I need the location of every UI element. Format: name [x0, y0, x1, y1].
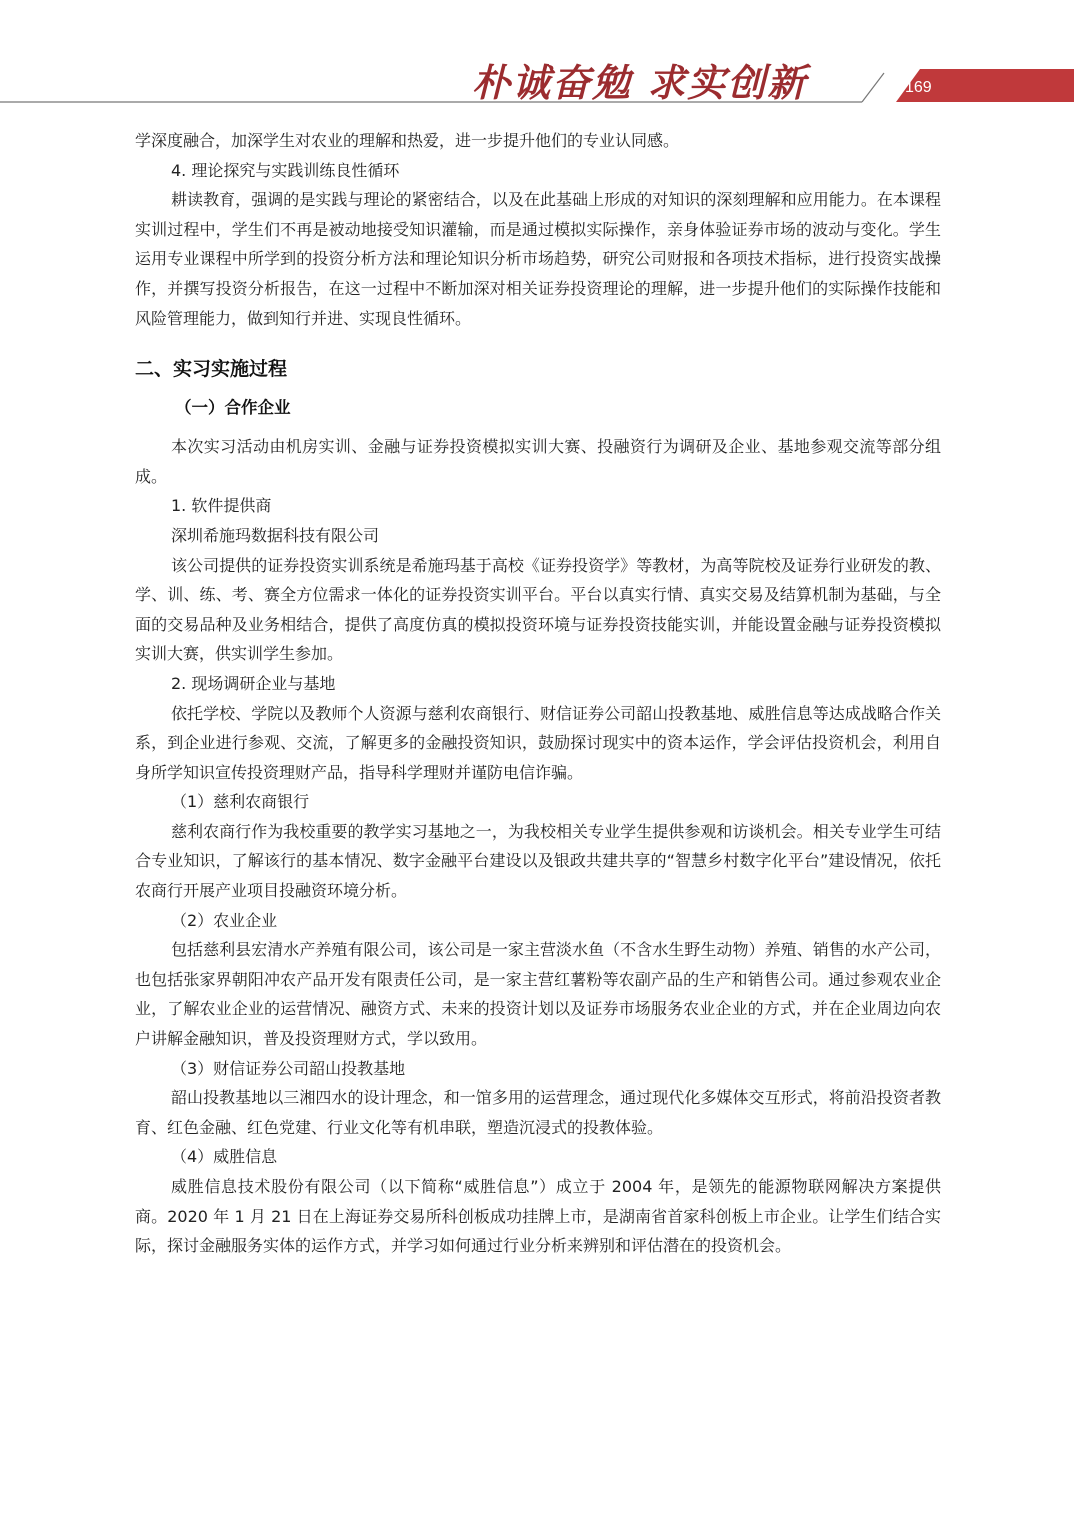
paragraph: 包括慈利县宏清水产养殖有限公司，该公司是一家主营淡水鱼（不含水生野生动物）养殖、销售的水产公司，也包括张家界朝阳冲农产品开发有限责任公司，是一家主营红薯粉等农副产品的生产和销售公司。通过参观农业企业，了解农业企业的运营情况、融资方式、未来的投资计划以及证券市场服务农业企业的方式，并在企业周边向农户讲解金融知识，普及投资理财方式，学以致用。: [135, 940, 941, 1049]
list-item-heading: 4. 理论探究与实践训练良性循环: [171, 160, 400, 180]
paragraph: 本次实习活动由机房实训、金融与证券投资模拟实训大赛、投融资行为调研及企业、基地参观交流等部分组成。: [135, 437, 941, 486]
document-body: [135, 126, 941, 1261]
list-item-heading: 2. 现场调研企业与基地: [171, 673, 336, 693]
list-item-heading: 1. 软件提供商: [171, 496, 272, 516]
page-number: 169: [905, 79, 932, 96]
sub-item-heading: （1）慈利农商银行: [171, 792, 310, 812]
section-heading: 二、实习实施过程: [135, 358, 288, 381]
page-header: [0, 0, 1074, 110]
paragraph: 威胜信息技术股份有限公司（以下简称“威胜信息”）成立于 2004 年，是领先的能源物联网解决方案提供商。2020 年 1 月 21 日在上海证券交易所科创板成功挂牌上市，是湖南省首家科创板上市企业。让学生们结合实际，探讨金融服务实体的运作方式，并学习如何通过行业分析来辨别和评估潜在的投资机会。: [135, 1177, 941, 1256]
subsection-heading: （一）合作企业: [175, 398, 291, 418]
sub-item-heading: （3）财信证券公司韶山投教基地: [171, 1058, 406, 1078]
sub-item-heading: （4）威胜信息: [171, 1147, 278, 1167]
paragraph: 依托学校、学院以及教师个人资源与慈利农商银行、财信证券公司韶山投教基地、威胜信息等达成战略合作关系，到企业进行参观、交流，了解更多的金融投资知识，鼓励探讨现实中的资本运作，学会评估投资机会，利用自身所学知识宣传投资理财产品，指导科学理财并谨防电信诈骗。: [135, 703, 941, 782]
paragraph: 该公司提供的证券投资实训系统是希施玛基于高校《证券投资学》等教材，为高等院校及证券行业研发的教、学、训、练、考、赛全方位需求一体化的证券投资实训平台。平台以真实行情、真实交易及结算机制为基础，与全面的交易品种及业务相结合，提供了高度仿真的模拟投资环境与证券投资技能实训，并能设置金融与证券投资模拟实训大赛，供实训学生参加。: [135, 555, 941, 664]
sub-item-heading: （2）农业企业: [171, 910, 278, 930]
paragraph: 慈利农商行作为我校重要的教学实习基地之一，为我校相关专业学生提供参观和访谈机会。相关专业学生可结合专业知识，了解该行的基本情况、数字金融平台建设以及银政共建共享的“智慧乡村数字化平台”建设情况，依托农商行开展产业项目投融资环境分析。: [135, 821, 941, 901]
header-slash: [862, 73, 884, 102]
header-motto: 朴诚奋勉 求实创新: [472, 60, 808, 105]
paragraph: 韶山投教基地以三湘四水的设计理念，和一馆多用的运营理念，通过现代化多媒体交互形式，将前沿投资者教育、红色金融、红色党建、行业文化等有机串联，塑造沉浸式的投教体验。: [135, 1088, 941, 1137]
company-name: 深圳希施玛数据科技有限公司: [171, 525, 380, 545]
paragraph: 耕读教育，强调的是实践与理论的紧密结合，以及在此基础上形成的对知识的深刻理解和应用能力。在本课程实训过程中，学生们不再是被动地接受知识灌输，而是通过模拟实际操作，亲身体验证券市场的波动与变化。学生运用专业课程中所学到的投资分析方法和理论知识分析市场趋势，研究公司财报和各项技术指标，进行投资实战操作，并撰写投资分析报告，在这一过程中不断加深对相关证券投资理论的理解，进一步提升他们的实际操作技能和风险管理能力，做到知行并进、实现良性循环。: [135, 190, 941, 328]
paragraph: 学深度融合，加深学生对农业的理解和热爱，进一步提升他们的专业认同感。: [135, 131, 680, 150]
